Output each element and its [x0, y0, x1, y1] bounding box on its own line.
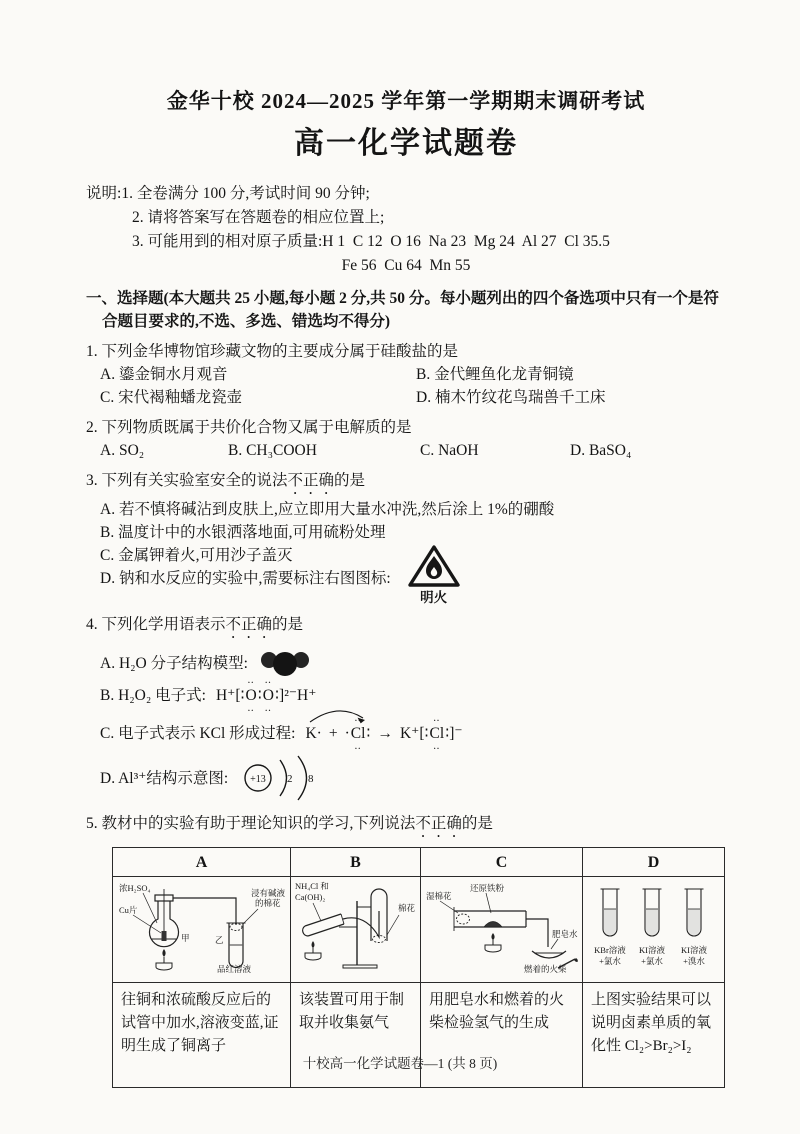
column-header-d: D — [583, 848, 725, 877]
experiment-a-description: 往铜和浓硫酸反应后的试管中加水,溶液变蓝,证明生成了铜离子 — [113, 983, 291, 1088]
question-2 — [86, 416, 726, 462]
instruction-row-1 — [86, 182, 726, 206]
q4-option-d-label: D. Al³⁺结构示意图: — [100, 769, 229, 787]
column-header-a: A — [113, 848, 291, 877]
apparatus-d-diagram — [586, 879, 722, 973]
exam-subtitle: 高一化学试题卷 — [294, 127, 518, 160]
formula-part: H⁺[∶ — [215, 687, 245, 704]
q4-option-b — [100, 684, 726, 707]
experiment-c-description: 用肥皂水和燃着的火柴检验氢气的生成 — [421, 983, 583, 1088]
question-2-stem: 2. 下列物质既属于共价化合物又属于电解质的是 — [86, 419, 412, 436]
label-alkali-cotton-line1: 浸有碱液 — [250, 888, 285, 898]
question-1 — [86, 340, 726, 409]
q4-stem-post: 的是 — [272, 616, 304, 633]
q1-option-c: C. 宋代褐釉蟠龙瓷壶 — [100, 389, 243, 406]
instruction-line-1: 1. 全卷满分 100 分,考试时间 90 分钟; — [121, 185, 370, 202]
q4-option-b-label: B. H₂O₂ 电子式: — [100, 687, 206, 704]
q1-option-d: D. 楠木竹纹花鸟瑞兽千工床 — [416, 389, 606, 406]
chlorine-with-lone-pairs: ‥ Cl ‥ — [429, 722, 446, 745]
q3-option-a: A. 若不慎将碱沾到皮肤上,应立即用大量水冲洗,然后涂上 1%的硼酸 — [100, 501, 555, 518]
q2-option-d: D. BaSO₄ — [570, 442, 632, 459]
label-soap-water: 肥皂水 — [551, 929, 578, 939]
exam-instructions — [86, 182, 726, 278]
label-tube2-line2: +氯水 — [640, 956, 663, 966]
open-flame-icon — [407, 543, 461, 589]
formula-part: ∶ — [366, 725, 371, 742]
label-fuchsin-solution: 品红溶液 — [216, 964, 251, 973]
column-header-b: B — [291, 848, 421, 877]
reaction-arrow: → — [377, 725, 393, 742]
question-5 — [86, 812, 726, 1088]
q4-option-c-label: C. 电子式表示 KCl 形成过程: — [100, 725, 296, 742]
label-caoh2-line2: Ca(OH)₂ — [294, 892, 325, 902]
q4-stem-pre: 4. 下列化学用语表示 — [86, 616, 226, 633]
q3-stem-post: 的是 — [334, 472, 366, 489]
label-concentrated-h2so4: 浓H₂SO₄ — [118, 883, 150, 893]
label-cotton: 棉花 — [397, 903, 415, 913]
oxygen-with-lone-pairs: ‥ O ‥ — [262, 684, 275, 707]
question-3-stem — [86, 469, 726, 498]
open-flame-label: 明火 — [420, 590, 448, 605]
experiment-a-diagram-cell — [113, 877, 291, 983]
question-4 — [86, 613, 726, 805]
page-footer: 十校高一化学试题卷—1 (共 8 页) — [302, 1056, 498, 1071]
instruction-line-3: 3. 可能用到的相对原子质量:H 1 C 12 O 16 Na 23 Mg 24 Al 27 Cl 35.5 — [132, 233, 610, 250]
instruction-line-2: 2. 请将答案写在答题卷的相应位置上; — [132, 209, 385, 226]
q2-option-b: B. CH₃COOH — [228, 442, 317, 459]
label-tube-yi: 乙 — [214, 935, 224, 945]
q5-stem-post: 的是 — [461, 815, 493, 832]
oxygen-with-lone-pairs: ‥ O ‥ — [245, 684, 258, 707]
q1-option-b: B. 金代鲤鱼化龙青铜镜 — [416, 366, 574, 383]
label-alkali-cotton-line2: 的棉花 — [254, 898, 281, 908]
apparatus-a-diagram — [117, 879, 287, 973]
label-cu-strip: Cu片 — [118, 905, 137, 915]
formula-part: K⁺[∶ — [399, 725, 429, 742]
q3-stem-pre: 3. 下列有关实验室安全的说法 — [86, 472, 288, 489]
shell-1-electron-count: 2 — [287, 773, 293, 785]
experiment-b-description: 该装置可用于制取并收集氨气 — [291, 983, 421, 1088]
label-tube1-line1: KBr溶液 — [593, 945, 626, 955]
question-5-stem — [86, 812, 726, 841]
experiment-d-diagram-cell — [583, 877, 725, 983]
apparatus-c-diagram — [424, 879, 580, 973]
water-molecule-model-icon — [258, 648, 312, 678]
question-1-stem: 1. 下列金华博物馆珍藏文物的主要成分属于硅酸盐的是 — [86, 343, 459, 360]
q4-option-c — [100, 722, 726, 745]
q3-option-d — [100, 567, 726, 606]
formula-part: K· — [305, 725, 322, 742]
q4-option-a-label: A. H₂O 分子结构模型: — [100, 654, 248, 672]
label-burning-match: 燃着的火柴 — [523, 964, 567, 973]
q4-option-d — [100, 751, 726, 805]
label-tube1-line2: +氯水 — [598, 956, 621, 966]
q2-option-a: A. SO₂ — [100, 442, 145, 459]
q3-option-b: B. 温度计中的水银洒落地面,可用硫粉处理 — [100, 524, 386, 541]
instruction-line-4: Fe 56 Cu 64 Mn 55 — [341, 257, 471, 274]
shell-2-electron-count: 8 — [308, 773, 314, 785]
q2-option-c: C. NaOH — [420, 442, 479, 459]
al-ion-structure-diagram — [238, 751, 326, 805]
q4-option-a — [100, 648, 726, 678]
q3-stem-emphasis: 不正确 — [287, 472, 335, 489]
section-1-heading: 一、选择题(本大题共 25 小题,每小题 2 分,共 50 分。每小题列出的四个备选项中只有一个是符合题目要求的,不选、多选、错选均不得分) — [86, 290, 719, 330]
q3-option-d-text: D. 钠和水反应的实验中,需要标注右图图标: — [100, 570, 391, 587]
question-3 — [86, 469, 726, 606]
formula-part: ∶]²⁻H⁺ — [275, 687, 317, 704]
q5-stem-pre: 5. 教材中的实验有助于理论知识的学习,下列说法 — [86, 815, 416, 832]
formula-part: + — [328, 725, 338, 742]
label-flask-jia: 甲 — [180, 933, 190, 943]
question-4-stem — [86, 613, 726, 642]
apparatus-b-diagram — [293, 879, 419, 973]
label-tube2-line1: KI溶液 — [638, 945, 665, 955]
question-4-options — [86, 648, 726, 805]
exam-title: 金华十校 2024—2025 学年第一学期期末调研考试 — [166, 89, 646, 113]
column-header-c: C — [421, 848, 583, 877]
h2o2-electron-formula — [216, 684, 316, 707]
open-flame-warning — [407, 543, 461, 606]
q4-stem-emphasis: 不正确 — [225, 616, 273, 633]
experiment-b-diagram-cell — [291, 877, 421, 983]
label-nh4cl-line1: NH₄Cl 和 — [294, 881, 329, 891]
kcl-formation-right — [400, 722, 463, 745]
table-header-row — [113, 848, 725, 877]
page-content — [86, 88, 726, 1088]
table-diagram-row — [113, 877, 725, 983]
question-1-options — [86, 363, 726, 409]
label-wet-cotton: 湿棉花 — [425, 891, 452, 901]
chlorine-with-lone-pairs: ‥ Cl ‥ — [350, 722, 367, 745]
nucleus-charge-label: +13 — [250, 774, 267, 785]
label-tube3-line1: KI溶液 — [680, 945, 707, 955]
q1-option-a: A. 鎏金铜水月观音 — [100, 366, 228, 383]
kcl-formation-left — [305, 722, 370, 745]
experiment-d-description: 上图实验结果可以说明卤素单质的氧化性 Cl₂>Br₂>I₂ — [583, 983, 725, 1088]
q3-option-c: C. 金属钾着火,可用沙子盖灭 — [100, 547, 293, 564]
question-3-options — [86, 498, 726, 606]
formula-part: · — [344, 725, 350, 742]
experiment-c-diagram-cell — [421, 877, 583, 983]
instructions-label: 说明: — [86, 185, 122, 202]
q5-stem-emphasis: 不正确 — [415, 815, 462, 832]
label-reduced-iron-powder: 还原铁粉 — [469, 883, 504, 893]
label-tube3-line2: +溴水 — [682, 956, 705, 966]
formula-part: ∶]⁻ — [445, 725, 463, 742]
formula-part: ∶ — [257, 687, 262, 704]
question-2-options — [86, 439, 726, 462]
